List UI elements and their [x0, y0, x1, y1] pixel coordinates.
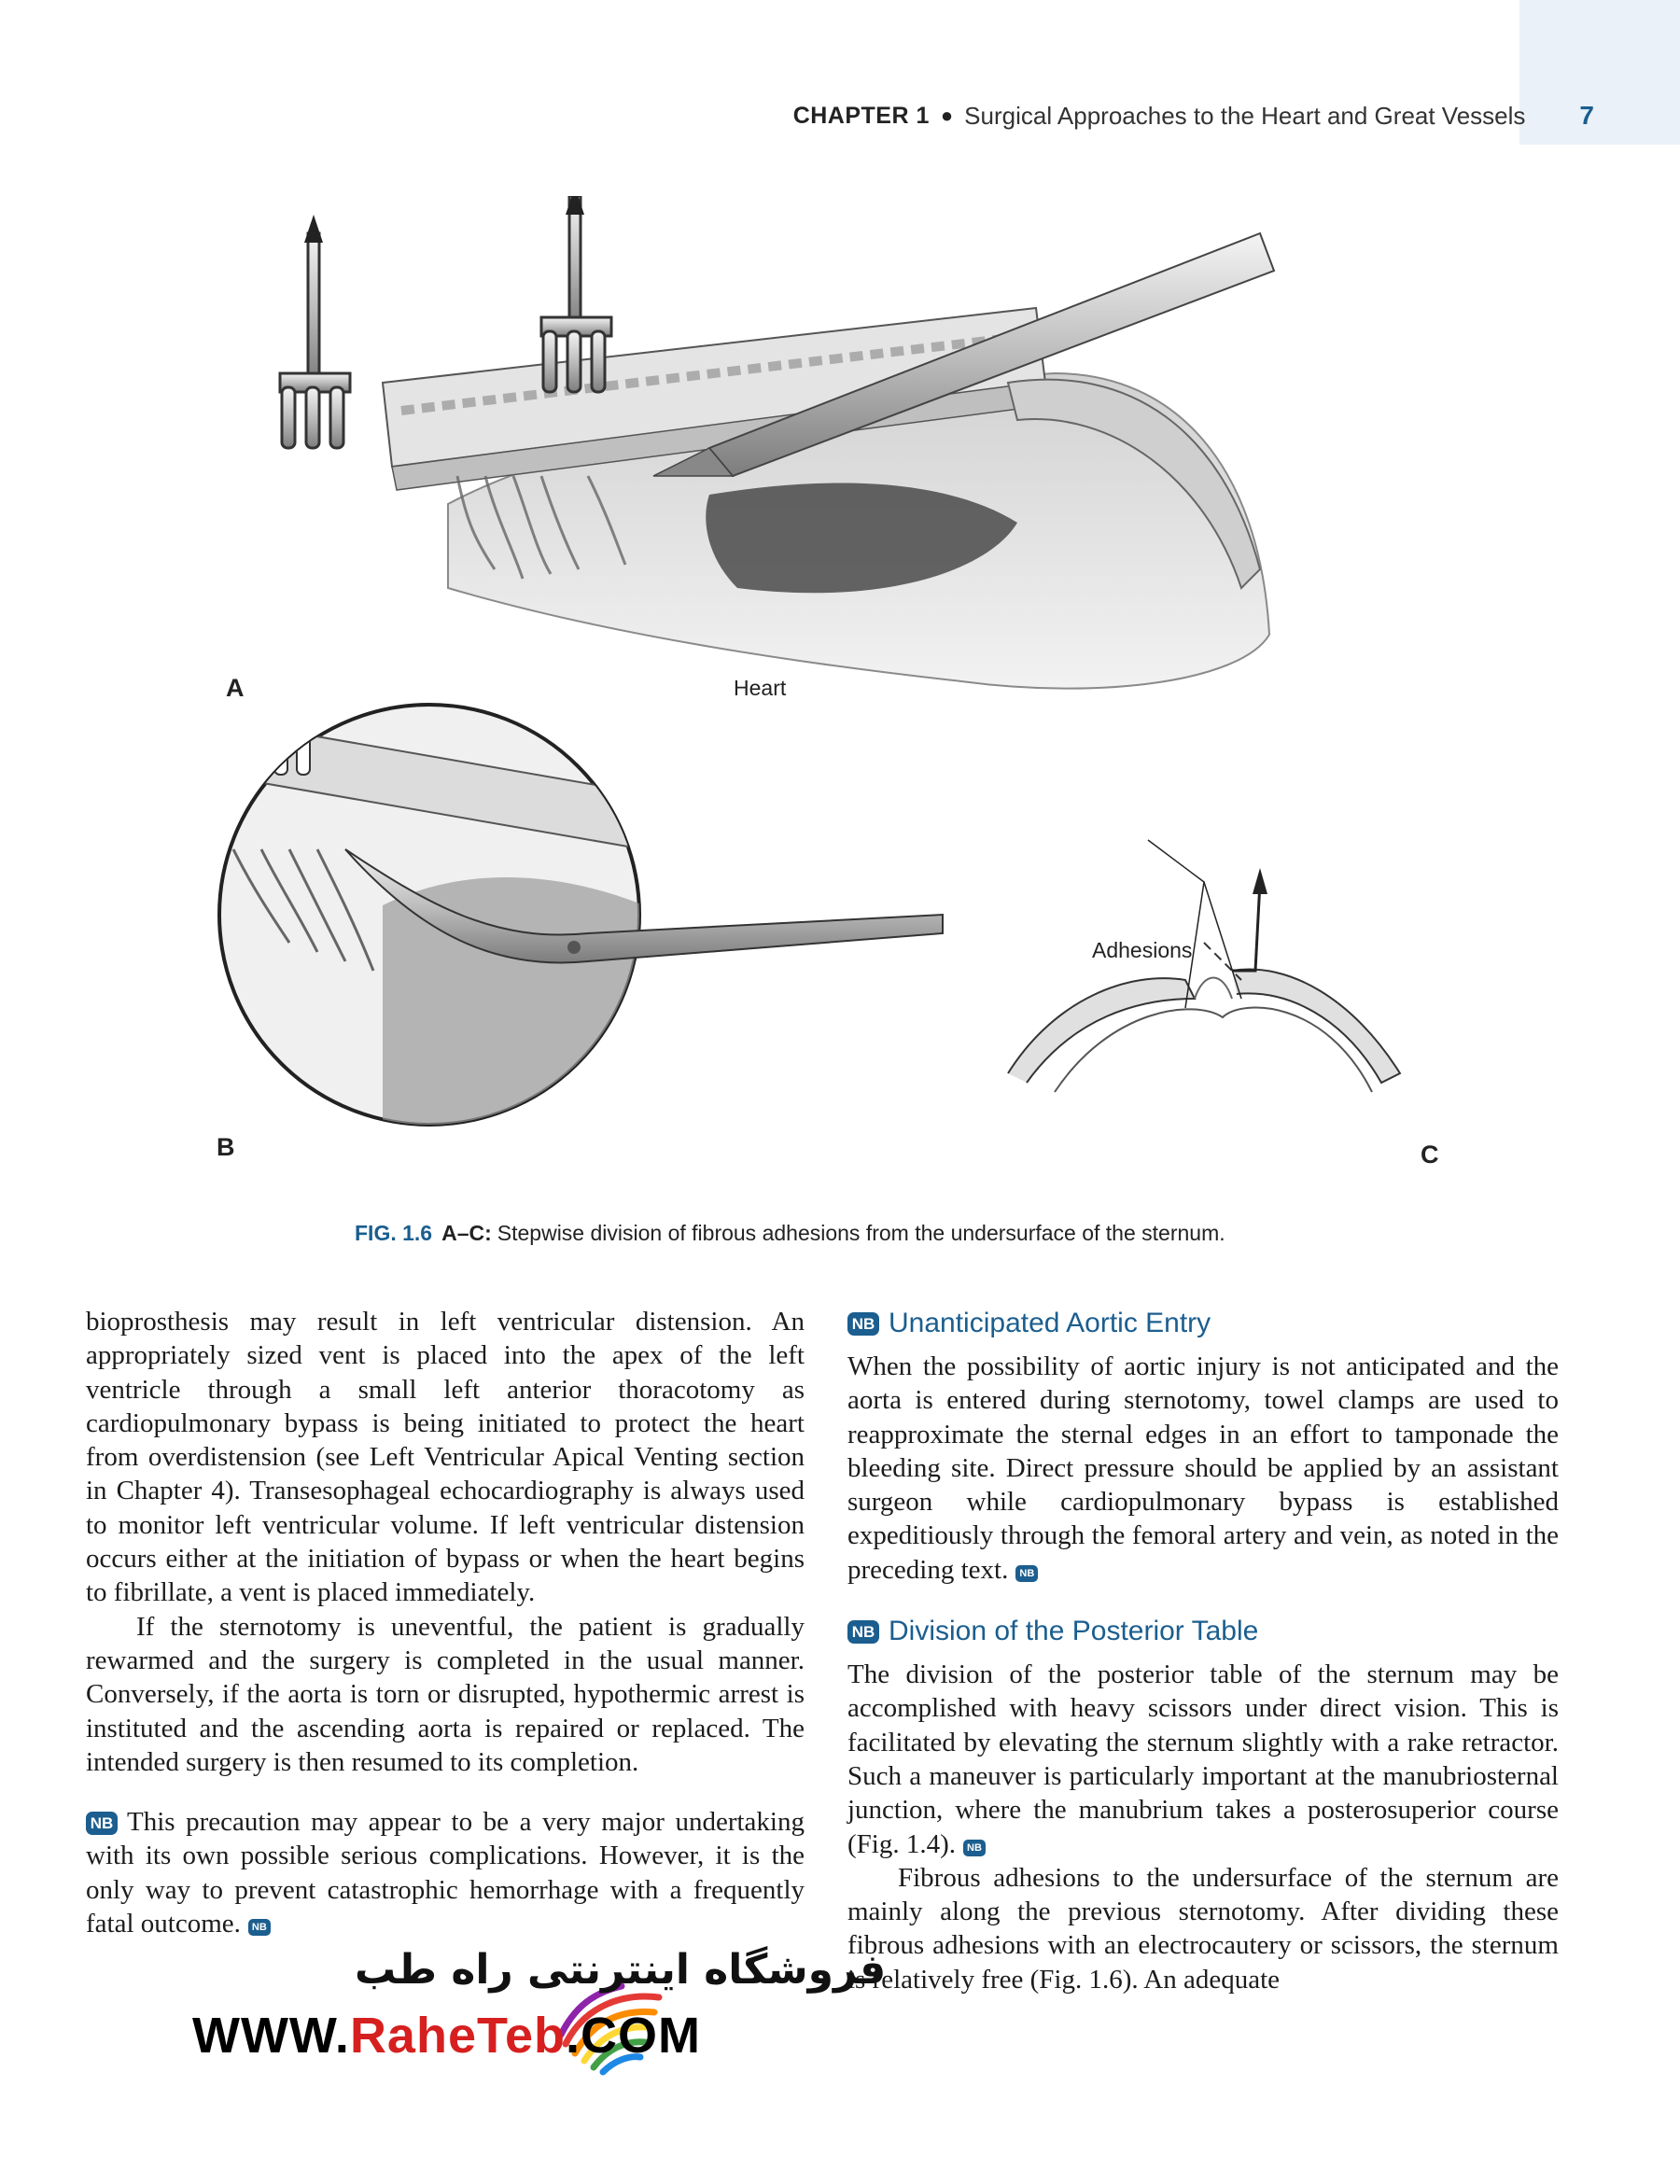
- nb-icon: NB: [847, 1312, 879, 1336]
- heart-label: Heart: [734, 676, 787, 700]
- section-posterior-table-text: [847, 1658, 1559, 1861]
- running-header: [793, 101, 1594, 131]
- nb-icon: NB: [847, 1620, 879, 1644]
- watermark-persian-text: فروشگاه اینترنتی راه طب: [355, 1946, 887, 1994]
- section-text: The division of the posterior table of the sternum may be accomplished with heavy scissors under direct vision. This is facilitated by elevating the sternum slightly with a rake retractor. Such a maneuver is particularly important at the manubriosternal junction, where the manubrium takes a posterosuperior course (Fig. 1.4).: [847, 1659, 1559, 1859]
- panel-b-illustration: [215, 705, 943, 1129]
- adhesions-label: Adhesions: [1092, 938, 1193, 962]
- section-heading-posterior-table: [847, 1613, 1559, 1650]
- bullet-separator: ●: [940, 104, 954, 127]
- section-title: Unanticipated Aortic Entry: [889, 1308, 1211, 1338]
- right-para-3: Fibrous adhesions to the undersurface of the sternum are mainly along the previous sternotomy. After dividing these fibrous adhesions with an electrocautery or scissors, the sternum is relatively free (Fig. 1.6). An adequate: [847, 1862, 1559, 1995]
- left-para-1: bioprosthesis may result in left ventricular distension. An appropriately sized vent is placed into the apex of the left ventricle through a small left anterior thoracotomy as cardiopulmonary bypass is being initiated to protect the heart from overdistension (see Left Ventricular Apical Venting section in Chapter 4). Transesophageal echocardiography is always used to monitor left ventricular volume. If left ventricular distension occurs either at the initiation of bypass or when the heart begins to fibrillate, a vent is placed immediately.: [86, 1307, 805, 1608]
- surgical-illustration: [215, 196, 1465, 1204]
- section-aortic-entry-text: [847, 1350, 1559, 1587]
- caption-panels: A–C:: [441, 1221, 492, 1245]
- figure-1-6: [215, 196, 1465, 1204]
- nb-end-icon: NB: [963, 1840, 986, 1856]
- left-column: [86, 1305, 805, 1940]
- panel-label-b: B: [217, 1133, 235, 1161]
- nb-end-icon: NB: [1015, 1565, 1038, 1582]
- caption-text: Stepwise division of fibrous adhesions from the undersurface of the sternum.: [497, 1221, 1225, 1245]
- caption-figure-number: FIG. 1.6: [355, 1221, 433, 1245]
- watermark-url: [192, 2007, 701, 2065]
- nb-icon: NB: [86, 1812, 118, 1835]
- left-note-text: This precaution may appear to be a very major undertaking with its own possible serious complications. However, it is the only way to prevent catastrophic hemorrhage with a frequently fatal outcome.: [86, 1807, 805, 1939]
- figure-caption: [355, 1221, 1363, 1246]
- watermark-brand: RaheTeb: [349, 2008, 566, 2064]
- section-title: Division of the Posterior Table: [889, 1616, 1259, 1647]
- section-heading-aortic-entry: [847, 1305, 1559, 1342]
- panel-a-illustration: [280, 196, 1274, 689]
- chapter-title: Surgical Approaches to the Heart and Great Vessels: [964, 101, 1526, 130]
- watermark-suffix: .COM: [565, 2008, 701, 2064]
- panel-label-a: A: [226, 674, 245, 702]
- chapter-label: CHAPTER 1: [792, 102, 930, 129]
- left-note: [86, 1805, 805, 1940]
- left-para-2: If the sternotomy is uneventful, the patient is gradually rewarmed and the surgery is completed in the usual manner. Conversely, if the aorta is torn or disrupted, hypothermic arrest is instituted and the ascending aorta is repaired or replaced. The intended surgery is then resumed to its completion.: [86, 1611, 805, 1777]
- right-column: [847, 1305, 1559, 1996]
- nb-end-icon: NB: [248, 1919, 271, 1936]
- watermark-prefix: WWW.: [192, 2008, 350, 2064]
- panel-label-c: C: [1421, 1141, 1439, 1169]
- section-text: When the possibility of aortic injury is not anticipated and the aorta is entered during sternotomy, towel clamps are used to reapproximate the sternal edges in an effort to tamponade the bleeding site. Direct pressure should be applied by an assistant surgeon while cardiopulmonary bypass is established expeditiously through the femoral artery and vein, as noted in the preceding text.: [847, 1351, 1559, 1585]
- page-number: 7: [1579, 101, 1594, 130]
- panel-c-illustration: [1008, 840, 1400, 1092]
